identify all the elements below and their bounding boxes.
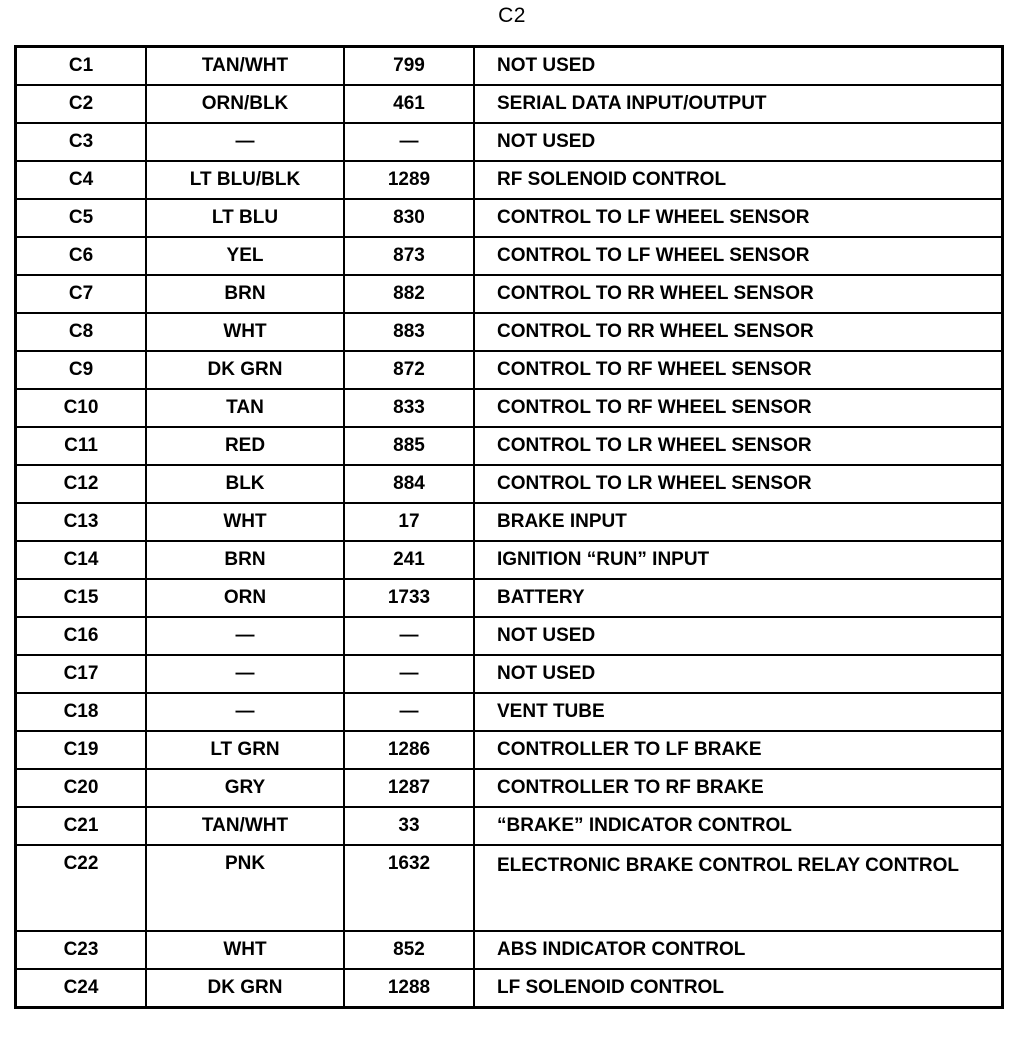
pin-cell: C23 <box>16 931 147 969</box>
wire-color-cell: WHT <box>146 931 344 969</box>
circuit-number-cell: 852 <box>344 931 474 969</box>
pin-cell: C13 <box>16 503 147 541</box>
wire-color-cell: DK GRN <box>146 969 344 1008</box>
pin-cell: C24 <box>16 969 147 1008</box>
wire-color-cell: YEL <box>146 237 344 275</box>
table-row <box>16 351 1003 389</box>
pin-cell: C3 <box>16 123 147 161</box>
function-cell: NOT USED <box>474 655 1003 693</box>
circuit-number-cell: — <box>344 617 474 655</box>
table-row <box>16 503 1003 541</box>
table-row <box>16 769 1003 807</box>
table-row <box>16 313 1003 351</box>
function-cell: RF SOLENOID CONTROL <box>474 161 1003 199</box>
table-row <box>16 275 1003 313</box>
circuit-number-cell: 799 <box>344 47 474 86</box>
pin-cell: C18 <box>16 693 147 731</box>
connector-pinout-table <box>14 45 1004 1009</box>
circuit-number-cell: 1632 <box>344 845 474 931</box>
table-row <box>16 123 1003 161</box>
table-row <box>16 655 1003 693</box>
function-cell: CONTROL TO LR WHEEL SENSOR <box>474 427 1003 465</box>
circuit-number-cell: 241 <box>344 541 474 579</box>
function-cell: CONTROL TO LF WHEEL SENSOR <box>474 237 1003 275</box>
pin-cell: C1 <box>16 47 147 86</box>
table-row <box>16 85 1003 123</box>
wire-color-cell: ORN <box>146 579 344 617</box>
circuit-number-cell: 833 <box>344 389 474 427</box>
circuit-number-cell: 17 <box>344 503 474 541</box>
circuit-number-cell: 883 <box>344 313 474 351</box>
function-cell: CONTROL TO LR WHEEL SENSOR <box>474 465 1003 503</box>
function-cell: NOT USED <box>474 123 1003 161</box>
function-cell: “BRAKE” INDICATOR CONTROL <box>474 807 1003 845</box>
pin-cell: C7 <box>16 275 147 313</box>
wire-color-cell: TAN/WHT <box>146 807 344 845</box>
function-cell: BRAKE INPUT <box>474 503 1003 541</box>
table-row <box>16 617 1003 655</box>
table-row <box>16 465 1003 503</box>
pin-cell: C22 <box>16 845 147 931</box>
table-row <box>16 389 1003 427</box>
wire-color-cell: GRY <box>146 769 344 807</box>
wire-color-cell: WHT <box>146 313 344 351</box>
pin-cell: C11 <box>16 427 147 465</box>
pin-cell: C9 <box>16 351 147 389</box>
table-row <box>16 541 1003 579</box>
wire-color-cell: LT GRN <box>146 731 344 769</box>
wire-color-cell: DK GRN <box>146 351 344 389</box>
circuit-number-cell: 830 <box>344 199 474 237</box>
circuit-number-cell: 882 <box>344 275 474 313</box>
circuit-number-cell: — <box>344 655 474 693</box>
wire-color-cell: WHT <box>146 503 344 541</box>
pin-cell: C10 <box>16 389 147 427</box>
circuit-number-cell: 873 <box>344 237 474 275</box>
wire-color-cell: — <box>146 693 344 731</box>
function-cell: VENT TUBE <box>474 693 1003 731</box>
wire-color-cell: RED <box>146 427 344 465</box>
wire-color-cell: — <box>146 123 344 161</box>
table-row <box>16 969 1003 1008</box>
table-row <box>16 199 1003 237</box>
wire-color-cell: — <box>146 617 344 655</box>
circuit-number-cell: 1286 <box>344 731 474 769</box>
pin-cell: C21 <box>16 807 147 845</box>
function-cell: NOT USED <box>474 617 1003 655</box>
function-cell: NOT USED <box>474 47 1003 86</box>
function-cell: CONTROL TO RF WHEEL SENSOR <box>474 351 1003 389</box>
connector-title: C2 <box>498 4 526 27</box>
circuit-number-cell: 1288 <box>344 969 474 1008</box>
function-cell: CONTROL TO RR WHEEL SENSOR <box>474 275 1003 313</box>
table-row <box>16 693 1003 731</box>
circuit-number-cell: 1287 <box>344 769 474 807</box>
wire-color-cell: — <box>146 655 344 693</box>
function-cell: CONTROL TO RR WHEEL SENSOR <box>474 313 1003 351</box>
function-cell: CONTROL TO LF WHEEL SENSOR <box>474 199 1003 237</box>
circuit-number-cell: 872 <box>344 351 474 389</box>
circuit-number-cell: 1733 <box>344 579 474 617</box>
wire-color-cell: BRN <box>146 275 344 313</box>
function-cell: SERIAL DATA INPUT/OUTPUT <box>474 85 1003 123</box>
circuit-number-cell: 33 <box>344 807 474 845</box>
pin-cell: C20 <box>16 769 147 807</box>
table-row <box>16 731 1003 769</box>
table-row <box>16 807 1003 845</box>
table-row <box>16 931 1003 969</box>
circuit-number-cell: 884 <box>344 465 474 503</box>
pin-cell: C8 <box>16 313 147 351</box>
pin-cell: C4 <box>16 161 147 199</box>
pin-cell: C2 <box>16 85 147 123</box>
pin-cell: C6 <box>16 237 147 275</box>
wire-color-cell: BLK <box>146 465 344 503</box>
function-cell: ELECTRONIC BRAKE CONTROL RELAY CONTROL <box>474 845 1003 931</box>
function-cell: CONTROL TO RF WHEEL SENSOR <box>474 389 1003 427</box>
wire-color-cell: TAN <box>146 389 344 427</box>
wire-color-cell: LT BLU <box>146 199 344 237</box>
table-row <box>16 237 1003 275</box>
pin-cell: C17 <box>16 655 147 693</box>
table-row <box>16 161 1003 199</box>
function-cell: BATTERY <box>474 579 1003 617</box>
wire-color-cell: LT BLU/BLK <box>146 161 344 199</box>
function-cell: LF SOLENOID CONTROL <box>474 969 1003 1008</box>
circuit-number-cell: — <box>344 693 474 731</box>
circuit-number-cell: — <box>344 123 474 161</box>
pin-cell: C12 <box>16 465 147 503</box>
pin-cell: C15 <box>16 579 147 617</box>
function-cell: ABS INDICATOR CONTROL <box>474 931 1003 969</box>
wire-color-cell: TAN/WHT <box>146 47 344 86</box>
function-cell: IGNITION “RUN” INPUT <box>474 541 1003 579</box>
table-row <box>16 427 1003 465</box>
table-row <box>16 579 1003 617</box>
wire-color-cell: ORN/BLK <box>146 85 344 123</box>
pin-cell: C19 <box>16 731 147 769</box>
pin-cell: C5 <box>16 199 147 237</box>
wire-color-cell: PNK <box>146 845 344 931</box>
wire-color-cell: BRN <box>146 541 344 579</box>
pin-cell: C16 <box>16 617 147 655</box>
circuit-number-cell: 885 <box>344 427 474 465</box>
pin-cell: C14 <box>16 541 147 579</box>
table-row <box>16 47 1003 86</box>
table-row <box>16 845 1003 931</box>
circuit-number-cell: 1289 <box>344 161 474 199</box>
function-cell: CONTROLLER TO LF BRAKE <box>474 731 1003 769</box>
circuit-number-cell: 461 <box>344 85 474 123</box>
function-cell: CONTROLLER TO RF BRAKE <box>474 769 1003 807</box>
